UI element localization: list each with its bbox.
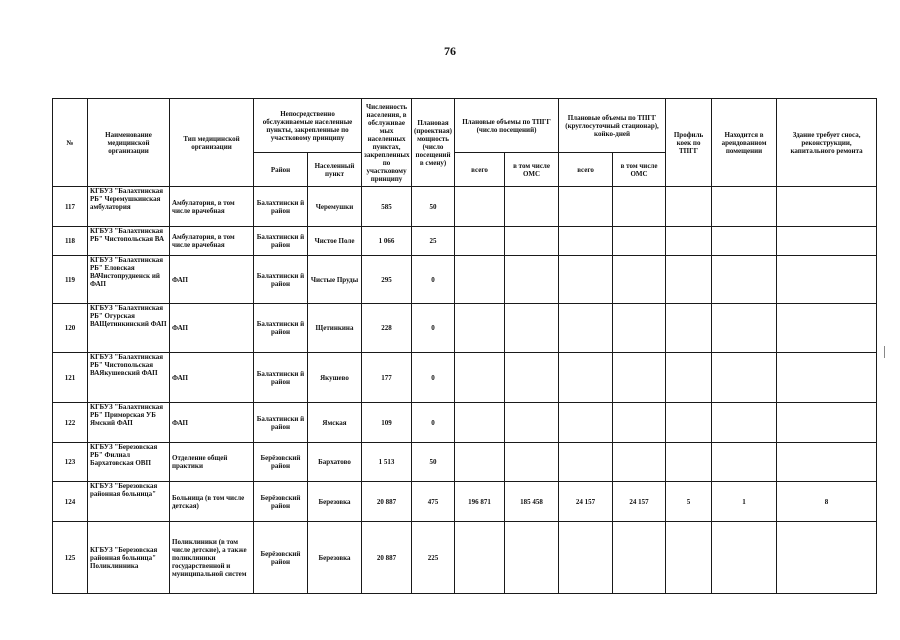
cell-settlement: Березовка [308,482,362,522]
cell-rented [712,304,777,353]
cell-population: 20 887 [362,482,412,522]
cell-beddays-total [559,227,613,256]
cell-beddays-oms [613,522,666,594]
cell-visits-total: 196 871 [455,482,505,522]
cell-capacity: 0 [412,304,455,353]
header-num: № [53,99,88,187]
cell-district: Балахтински й район [254,187,308,227]
cell-visits-oms [505,522,559,594]
cell-beds-profile [666,187,712,227]
table-row [53,256,877,304]
cell-org: КГБУЗ "Балахтинская РБ" Еловская ВАЧистопрудненск ий ФАП [88,256,170,304]
cell-visits-total [455,443,505,482]
header-beds-profile: Профиль коек по ТПГГ [666,99,712,187]
cell-population: 295 [362,256,412,304]
cell-org: КГБУЗ "Березовская районная больница" Поликлинника [88,522,170,594]
cell-beds-profile [666,256,712,304]
cell-visits-oms [505,227,559,256]
cell-visits-total [455,522,505,594]
cell-type: Амбулатория, в том числе врачебная [170,227,254,256]
cell-rented [712,522,777,594]
header-district: Район [254,153,308,187]
cell-num: 121 [53,353,88,403]
cell-district: Берёзовский район [254,482,308,522]
cell-district: Балахтински й район [254,227,308,256]
cell-population: 585 [362,187,412,227]
table-row [53,443,877,482]
cell-visits-total [455,304,505,353]
cell-type: ФАП [170,403,254,443]
table-row [53,227,877,256]
cell-visits-oms [505,443,559,482]
cell-beds-profile [666,304,712,353]
cell-rented [712,256,777,304]
cell-type: ФАП [170,256,254,304]
cell-population: 1 513 [362,443,412,482]
cell-num: 122 [53,403,88,443]
cell-beddays-oms [613,256,666,304]
cell-type: Поликлиники (в том числе детские), а также поликлиники государственной и муниципальной систем [170,522,254,594]
cell-beddays-total [559,304,613,353]
cell-repair [777,522,877,594]
cell-beddays-oms [613,353,666,403]
cell-rented [712,353,777,403]
cell-population: 177 [362,353,412,403]
cell-type: ФАП [170,304,254,353]
cell-beddays-oms [613,304,666,353]
cell-visits-total [455,403,505,443]
header-beddays-total: всего [559,153,613,187]
header-beddays-group: Плановые объемы по ТПГГ (круглосуточный стационар), койко-дней [559,99,666,153]
cell-visits-total [455,187,505,227]
cell-capacity: 0 [412,353,455,403]
cell-capacity: 475 [412,482,455,522]
cell-beddays-total [559,403,613,443]
cell-repair [777,403,877,443]
cell-beddays-total [559,522,613,594]
cell-visits-oms [505,403,559,443]
cell-district: Берёзовский район [254,522,308,594]
cell-org: КГБУЗ "Березовская РБ" Филиал Бархатовская ОВП [88,443,170,482]
table-row [53,304,877,353]
header-capacity: Плановая (проектная) мощность (число посещений в смену) [412,99,455,187]
cell-capacity: 25 [412,227,455,256]
cell-rented [712,403,777,443]
cell-org: КГБУЗ "Балахтинская РБ" Черемушкинская амбулатория [88,187,170,227]
header-population: Численность населения, в обслуживае мых населенных пунктах, закрепленных по участковому принципу [362,99,412,187]
cell-settlement: Бархатово [308,443,362,482]
header-settlement: Населенный пункт [308,153,362,187]
cell-repair [777,353,877,403]
cell-type: Больница (в том числе детская) [170,482,254,522]
cell-population: 109 [362,403,412,443]
table-row [53,403,877,443]
cell-district: Балахтински й район [254,353,308,403]
cell-beddays-total [559,256,613,304]
cell-beddays-total [559,353,613,403]
cell-beddays-oms [613,227,666,256]
cell-capacity: 0 [412,256,455,304]
cell-beds-profile [666,227,712,256]
cell-beddays-oms [613,443,666,482]
cell-population: 1 066 [362,227,412,256]
header-beddays-oms: в том числе ОМС [613,153,666,187]
cell-org: КГБУЗ "Балахтинская РБ" Чистопольская ВАЯкушевский ФАП [88,353,170,403]
cell-rented [712,443,777,482]
cell-beds-profile [666,353,712,403]
cell-num: 118 [53,227,88,256]
cell-settlement: Щетинкина [308,304,362,353]
cell-type: ФАП [170,353,254,403]
cell-visits-oms: 185 458 [505,482,559,522]
cell-visits-oms [505,353,559,403]
header-visits-group: Плановые объемы по ТПГГ (число посещений) [455,99,559,153]
cell-type: Отделение общей практики [170,443,254,482]
cell-visits-oms [505,256,559,304]
medical-organizations-table [52,98,877,594]
cell-num: 117 [53,187,88,227]
cell-settlement: Чистое Поле [308,227,362,256]
cell-repair [777,443,877,482]
cell-capacity: 0 [412,403,455,443]
header-type: Тип медицинской организации [170,99,254,187]
cell-num: 120 [53,304,88,353]
cell-beddays-total [559,443,613,482]
cell-beds-profile [666,403,712,443]
header-repair: Здание требует сноса, реконструкции, капитального ремонта [777,99,877,187]
cell-capacity: 225 [412,522,455,594]
cell-num: 119 [53,256,88,304]
table-row [53,353,877,403]
cell-settlement: Чистые Пруды [308,256,362,304]
cell-beddays-oms [613,187,666,227]
cell-num: 123 [53,443,88,482]
page-number: 76 [444,44,456,58]
cell-rented: 1 [712,482,777,522]
cell-district: Берёзовский район [254,443,308,482]
cell-org: КГБУЗ "Балахтинская РБ" Огурская ВАЩетинкинский ФАП [88,304,170,353]
header-settlements-group: Непосредственно обслуживаемые населенные пункты, закрепленные по участковому принципу [254,99,362,153]
header-org-name: Наименование медицинской организации [88,99,170,187]
cell-beds-profile [666,522,712,594]
cell-rented [712,227,777,256]
cell-beddays-total [559,187,613,227]
cell-settlement: Ямская [308,403,362,443]
cell-beddays-oms [613,403,666,443]
cell-district: Балахтински й район [254,256,308,304]
cell-org: КГБУЗ "Березовская районная больница" [88,482,170,522]
header-visits-oms: в том числе ОМС [505,153,559,187]
cell-district: Балахтински й район [254,304,308,353]
cell-rented [712,187,777,227]
cell-beddays-total: 24 157 [559,482,613,522]
cell-org: КГБУЗ "Балахтинская РБ" Чистопольская ВА [88,227,170,256]
cell-repair [777,256,877,304]
cell-num: 124 [53,482,88,522]
table-row [53,522,877,594]
cell-beds-profile [666,443,712,482]
cell-repair [777,187,877,227]
cell-num: 125 [53,522,88,594]
cell-visits-total [455,227,505,256]
cell-visits-total [455,256,505,304]
cell-repair [777,227,877,256]
cell-capacity: 50 [412,187,455,227]
cell-org: КГБУЗ "Балахтинская РБ" Приморская УБ Ямский ФАП [88,403,170,443]
cell-settlement: Якушево [308,353,362,403]
cell-visits-oms [505,304,559,353]
header-visits-total: всего [455,153,505,187]
cell-repair: 8 [777,482,877,522]
cell-beddays-oms: 24 157 [613,482,666,522]
cell-repair [777,304,877,353]
cell-population: 228 [362,304,412,353]
scan-mark [884,346,885,358]
cell-visits-oms [505,187,559,227]
cell-capacity: 50 [412,443,455,482]
cell-beds-profile: 5 [666,482,712,522]
cell-settlement: Березовка [308,522,362,594]
table-row [53,482,877,522]
cell-district: Балахтински й район [254,403,308,443]
table-row [53,187,877,227]
cell-population: 20 887 [362,522,412,594]
cell-settlement: Черемушки [308,187,362,227]
cell-visits-total [455,353,505,403]
cell-type: Амбулатория, в том числе врачебная [170,187,254,227]
header-rented: Находится в арендованном помещении [712,99,777,187]
